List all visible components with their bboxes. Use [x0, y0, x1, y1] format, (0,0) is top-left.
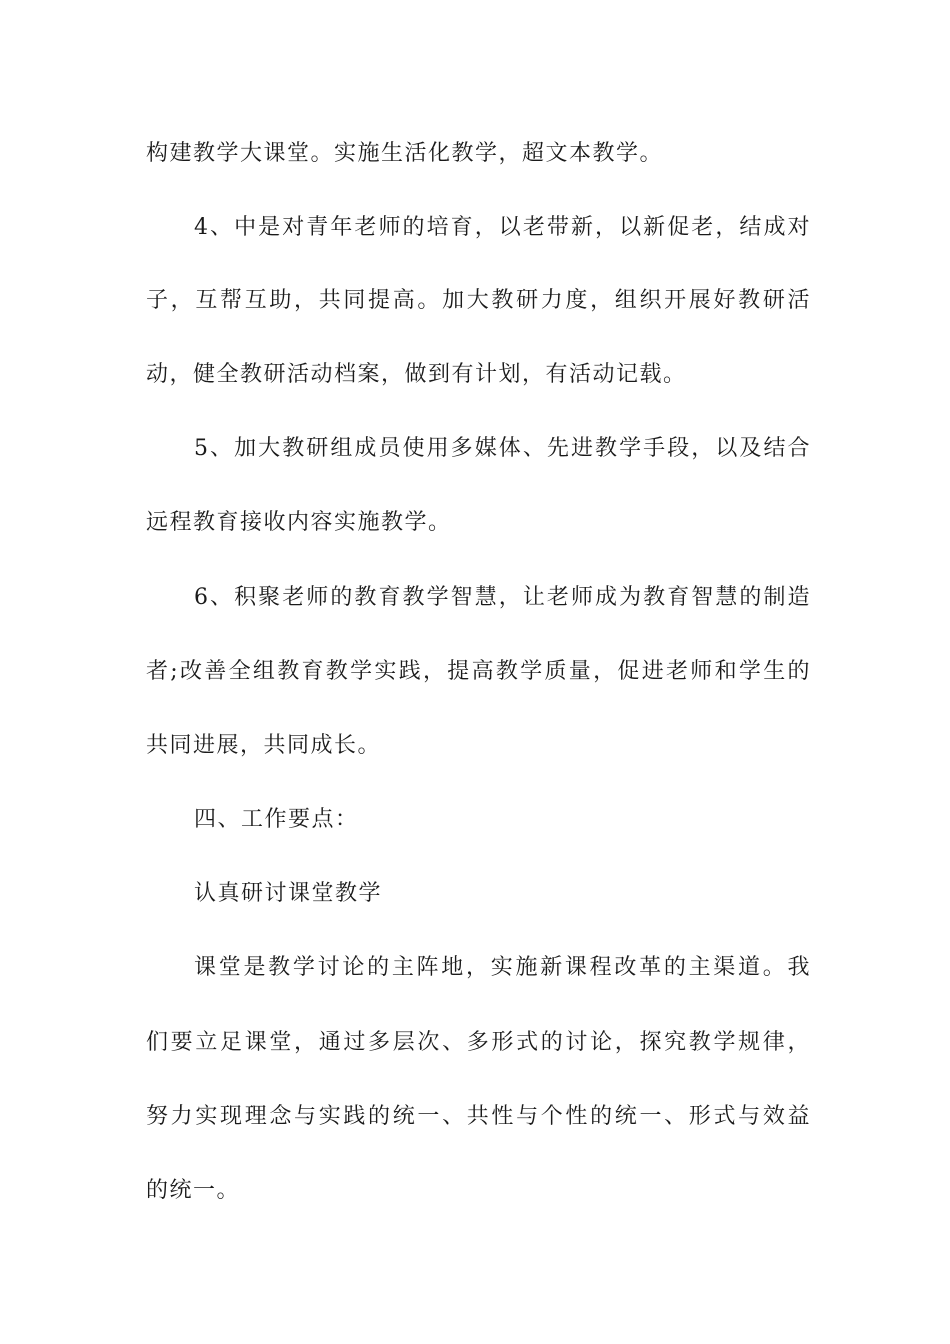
text-line: 4、中是对青年老师的培育，以老带新，以新促老，结成对 [194, 215, 811, 240]
text-line: 构建教学大课堂。实施生活化教学，超文本教学。 [146, 141, 664, 166]
sub-heading: 认真研讨课堂教学 [194, 881, 383, 906]
text-line: 课堂是教学讨论的主阵地，实施新课程改革的主渠道。我 [194, 955, 811, 980]
text-line: 动，健全教研活动档案，做到有计划，有活动记载。 [146, 362, 687, 387]
section-heading: 四、工作要点： [194, 807, 359, 832]
text-line: 远程教育接收内容实施教学。 [146, 510, 452, 535]
text-line: 5、加大教研组成员使用多媒体、先进教学手段，以及结合 [194, 436, 811, 461]
text-line: 的统一。 [146, 1178, 241, 1203]
text-line: 共同进展，共同成长。 [146, 733, 382, 758]
text-line: 努力实现理念与实践的统一、共性与个性的统一、形式与效益 [146, 1104, 811, 1129]
text-line: 者;改善全组教育教学实践，提高教学质量，促进老师和学生的 [146, 659, 811, 684]
text-line: 们要立足课堂，通过多层次、多形式的讨论，探究教学规律， [146, 1030, 811, 1055]
text-line: 子，互帮互助，共同提高。加大教研力度，组织开展好教研活 [146, 288, 811, 313]
text-line: 6、积聚老师的教育教学智慧，让老师成为教育智慧的制造 [194, 585, 811, 610]
